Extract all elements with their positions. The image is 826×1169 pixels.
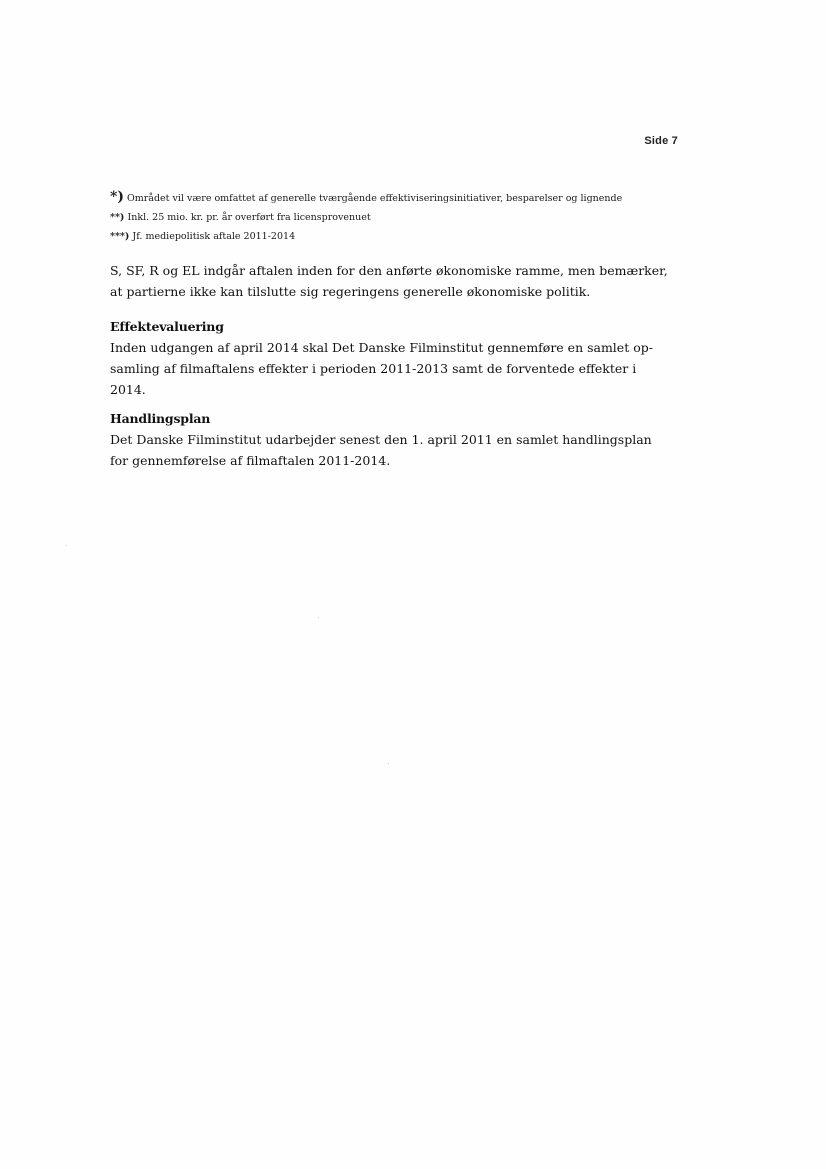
footnote-1-marker: *) <box>110 189 124 205</box>
handlingsplan-line-2: for gennemførelse af filmaftalen 2011-2014. <box>110 453 391 468</box>
footnote-1-text: Området vil være omfattet af generelle tværgående effektiviseringsinitiativer, besparelser og lignende <box>123 193 623 204</box>
handlingsplan-section <box>110 408 670 471</box>
footnote-1 <box>110 188 710 208</box>
footnote-2-marker: **) <box>110 212 125 223</box>
effektevaluering-line-1: Inden udgangen af april 2014 skal Det Danske Filminstitut gennemføre en samlet op- <box>110 340 653 355</box>
intro-line-2: at partierne ikke kan tilslutte sig regeringens generelle økonomiske politik. <box>110 284 591 299</box>
page-number: Side 7 <box>644 135 678 147</box>
effektevaluering-line-2: samling af filmaftalens effekter i perioden 2011-2013 samt de forventede effekter i <box>110 361 637 376</box>
footnote-2 <box>110 208 710 227</box>
footnote-3-text: Jf. mediepolitisk aftale 2011-2014 <box>129 231 296 242</box>
handlingsplan-line-1: Det Danske Filminstitut udarbejder senest den 1. april 2011 en samlet handlingsplan <box>110 432 652 447</box>
intro-line-1: S, SF, R og EL indgår aftalen inden for den anførte økonomiske ramme, men bemærker, <box>110 263 668 278</box>
handlingsplan-heading: Handlingsplan <box>110 411 211 426</box>
footnote-3-marker: ***) <box>110 231 130 242</box>
intro-paragraph <box>110 260 670 302</box>
scan-speck <box>318 617 319 618</box>
footnotes <box>110 188 710 246</box>
scan-speck <box>388 763 389 764</box>
effektevaluering-line-3: 2014. <box>110 382 146 397</box>
footnote-2-text: Inkl. 25 mio. kr. pr. år overført fra licensprovenuet <box>124 212 371 223</box>
footnote-3 <box>110 227 710 246</box>
effektevaluering-section <box>110 316 670 400</box>
scan-speck <box>66 545 67 546</box>
effektevaluering-heading: Effektevaluering <box>110 319 224 334</box>
